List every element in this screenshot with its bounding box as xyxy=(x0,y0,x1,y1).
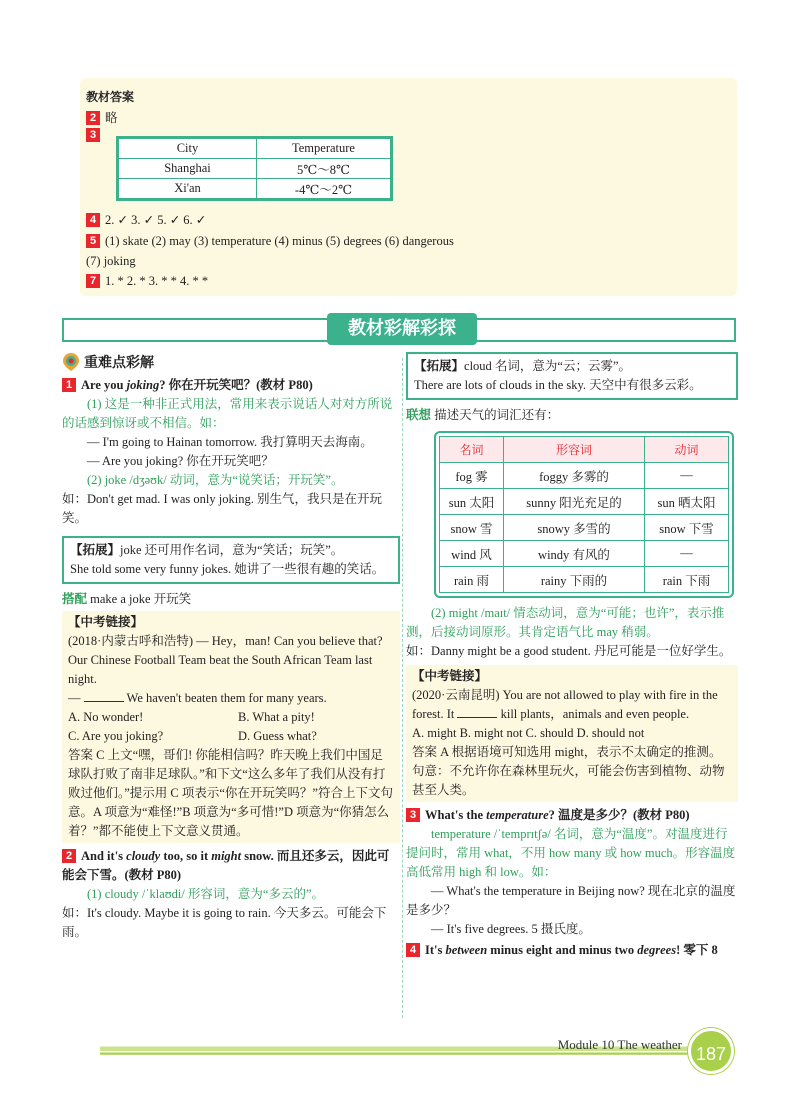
table-cell: rainy 下雨的 xyxy=(504,567,645,593)
temperature-table xyxy=(118,138,391,199)
table-header: Temperature xyxy=(257,139,391,159)
table-cell: — xyxy=(645,463,729,489)
exam-question: (2018·内蒙古呼和浩特) — Hey，man! Can you believe that? Our Chinese Football Team beat the South African Team last night. xyxy=(68,634,383,686)
column-divider xyxy=(402,358,403,1018)
table-cell: — xyxy=(645,541,729,567)
table-header: 形容词 xyxy=(504,437,645,463)
point-2-note-1: (1) cloudy /ˈklaʊdi/ 形容词，意为“多云的”。 xyxy=(87,887,325,901)
table-cell: windy 有风的 xyxy=(504,541,645,567)
table-row xyxy=(440,541,729,567)
point-3-note: temperature /ˈtemprɪtʃə/ 名词，意为“温度”。对温度进行提问时，常用 what，不用 how many 或 how much。形容温度高低常用 high 和 low。如： xyxy=(406,827,736,879)
table-cell: -4℃～2℃ xyxy=(257,179,391,199)
example-sentence: 如：Don't get mad. I was only joking. 别生气，我只是在开玩笑。 xyxy=(62,492,382,525)
might-note: (2) might /maɪt/ 情态动词，意为“可能；也许”，表示推测，后接动词原形。其肯定语气比 may 稍弱。 xyxy=(406,606,725,639)
point-3-title: 3 What's the temperature? 温度是多少？(教材 P80) xyxy=(406,806,738,825)
collocation-line: 搭配 make a joke 开玩笑 xyxy=(62,592,192,606)
exam-options: A. might B. might not C. should D. should not xyxy=(412,726,645,740)
left-column xyxy=(62,352,400,942)
answer-panel xyxy=(80,78,737,296)
table-cell: snowy 多雪的 xyxy=(504,515,645,541)
point-1-note-2: (2) joke /dʒəʊk/ 动词，意为“说笑话；开玩笑”。 xyxy=(87,473,344,487)
exam-link-right xyxy=(406,665,738,802)
table-row xyxy=(440,567,729,593)
temperature-table-wrap xyxy=(116,136,393,201)
table-header: 动词 xyxy=(645,437,729,463)
table-header: City xyxy=(119,139,257,159)
expand-box-joke: 【拓展】joke 还可用作名词，意为“笑话；玩笑”。 She told some very funny jokes. 她讲了一些很有趣的笑话。 xyxy=(62,536,400,584)
table-cell: snow 雪 xyxy=(440,515,504,541)
table-row xyxy=(440,463,729,489)
location-pin-icon xyxy=(62,352,80,372)
exam-question-2: — We haven't beaten them for many years. xyxy=(68,691,327,705)
answer-blank xyxy=(84,701,124,702)
table-cell: 5℃～8℃ xyxy=(257,159,391,179)
expand-box-cloud: 【拓展】cloud 名词，意为“云；云雾”。 There are lots of clouds in the sky. 天空中有很多云彩。 xyxy=(406,352,738,400)
answers-heading: 教材答案 xyxy=(86,90,135,104)
answer-item: 2 略 xyxy=(86,108,118,126)
exam-question: (2020·云南昆明) You are not allowed to play with fire in the forest. It kill plants，animals and even people. xyxy=(412,688,718,721)
table-row xyxy=(440,515,729,541)
point-4-title: 4 It's between minus eight and minus two degrees! 零下 8 xyxy=(406,941,738,960)
answer-item: 5 (1) skate (2) may (3) temperature (4) minus (5) degrees (6) dangerous xyxy=(86,234,454,249)
exam-link-tag: 【中考链接】 xyxy=(412,669,488,683)
exam-answer: 答案 A 根据语境可知选用 might，表示不太确定的推测。句意：不允许你在森林里玩火，可能会伤害到植物、动物甚至人类。 xyxy=(412,745,725,797)
weather-words-table xyxy=(439,436,729,593)
right-column xyxy=(406,352,738,960)
association-line: 联想 描述天气的词汇还有： xyxy=(406,408,560,422)
table-cell: foggy 多雾的 xyxy=(504,463,645,489)
example-sentence: — I'm going to Hainan tomorrow. 我打算明天去海南。 xyxy=(87,435,373,449)
answer-item: (7) joking xyxy=(86,254,136,268)
example-sentence: — Are you joking? 你在开玩笑吧？ xyxy=(87,454,274,468)
table-cell: rain 下雨 xyxy=(645,567,729,593)
section-heading xyxy=(62,352,400,372)
answer-item: 4 2. ✓ 3. ✓ 5. ✓ 6. ✓ xyxy=(86,212,206,228)
table-cell: sun 晒太阳 xyxy=(645,489,729,515)
table-header: 名词 xyxy=(440,437,504,463)
table-cell: fog 雾 xyxy=(440,463,504,489)
exam-link-left xyxy=(62,611,400,843)
options-row: A. No wonder! B. What a pity! xyxy=(68,710,315,724)
example-sentence: 如：It's cloudy. Maybe it is going to rain. 今天多云。可能会下雨。 xyxy=(62,906,387,939)
table-row xyxy=(440,489,729,515)
exam-link-tag: 【中考链接】 xyxy=(68,615,144,629)
example-sentence: — It's five degrees. 5 摄氏度。 xyxy=(431,922,591,936)
table-cell: sunny 阳光充足的 xyxy=(504,489,645,515)
table-cell: snow 下雪 xyxy=(645,515,729,541)
table-cell: Xi'an xyxy=(119,179,257,199)
example-sentence: 如：Danny might be a good student. 丹尼可能是一位好学生。 xyxy=(406,644,732,658)
weather-words-table-wrap xyxy=(434,431,734,598)
example-sentence: — What's the temperature in Beijing now? 现在北京的温度是多少？ xyxy=(406,884,736,917)
table-cell: Shanghai xyxy=(119,159,257,179)
answer-item: 3 xyxy=(86,128,105,143)
point-1-title: 1 Are you joking? 你在开玩笑吧？(教材 P80) xyxy=(62,376,400,395)
answer-blank xyxy=(457,717,497,718)
answer-item: 7 1. * 2. * 3. * * 4. * * xyxy=(86,274,208,289)
point-2-title: 2 And it's cloudy too, so it might snow. 而且还多云，因此可能会下雪。(教材 P80) xyxy=(62,849,390,882)
table-cell: wind 风 xyxy=(440,541,504,567)
options-row: C. Are you joking? D. Guess what? xyxy=(68,729,317,743)
section-title: 重难点彩解 xyxy=(84,355,154,371)
point-1-note-1: (1) 这是一种非正式用法，常用来表示说话人对对方所说的话感到惊讶或不相信。如： xyxy=(62,397,393,430)
exam-answer: 答案 C 上文“嘿，哥们! 你能相信吗？昨天晚上我们中国足球队打败了南非足球队。”和下文“这么多年了我们从没有打败过他们。”提示用 C 项表示“你在开玩笑吗？”符合上下文句意。A 项意为“难怪!”B 项意为“多可惜!”D 项意为“你猜怎么着？”都不能使上下文意义贯通。 xyxy=(68,748,393,838)
page-number: 187 xyxy=(688,1028,734,1074)
footer-module-title: Module 10 The weather xyxy=(557,1037,682,1052)
table-cell: rain 雨 xyxy=(440,567,504,593)
section-banner-title: 教材彩解彩探 xyxy=(327,313,477,345)
table-cell: sun 太阳 xyxy=(440,489,504,515)
